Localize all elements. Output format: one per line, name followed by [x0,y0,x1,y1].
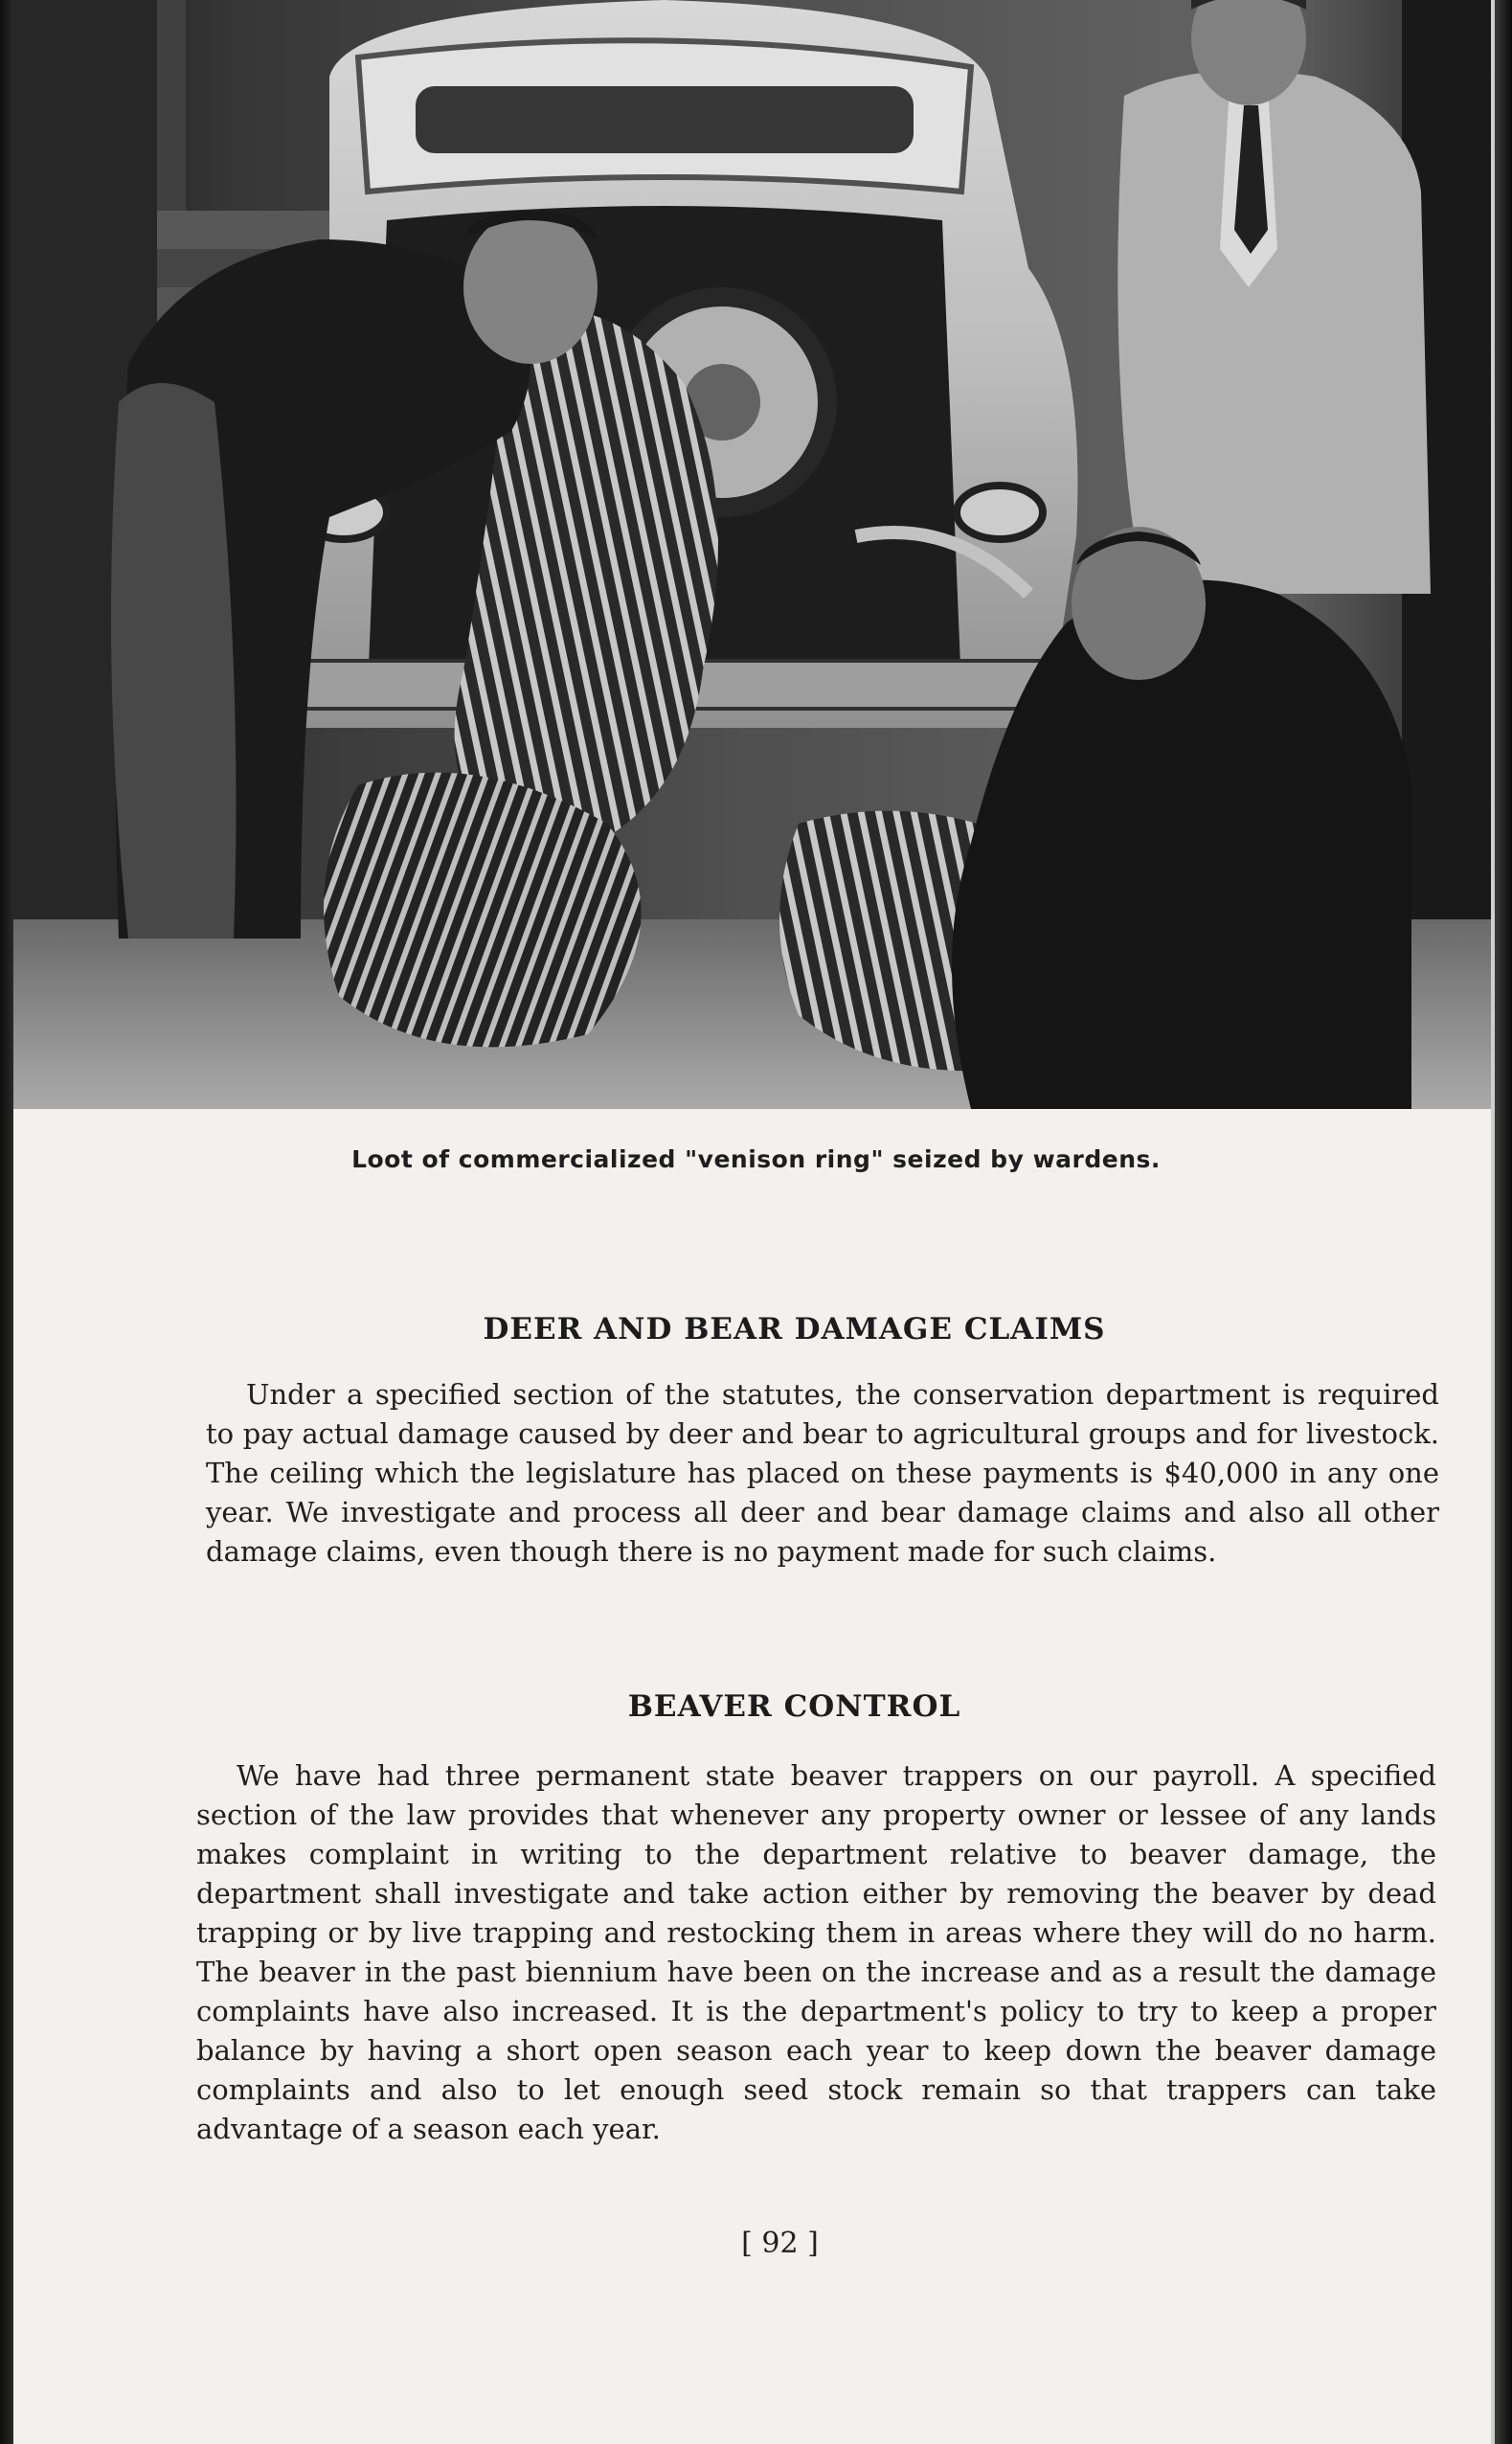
section-body-beaver: We have had three permanent state beaver trappers on our payroll. A specified section of the law provides that whenever any property owner or lessee of any lands makes complaint in writing to the department relative to beaver damage, the department shall investigate and take action either by removing the beaver by dead trapping or by live trapping and restocking them in areas where they will do no harm. The beaver in the past biennium have been on the increase and as a result the damage complaints have also increased. It is the department's policy to try to keep a proper balance by having a short open season each year to keep down the beaver damage complaints and also to let enough seed stock remain so that trappers can take advantage of a season each year. [196,1759,1436,2145]
section-body-deer-bear: Under a specified section of the statutes, the conservation department is required to pay actual damage caused by deer and bear to agricultural groups and for livestock. The ceiling which the legislature has placed on these payments is $40,000 in any one year. We investigate and process all deer and bear damage claims and also all other damage claims, even though there is no payment made for such claims. [206,1378,1439,1568]
scan-edge-right [1495,0,1512,2444]
photograph [13,0,1491,1109]
page-number: [ 92 ] [741,2227,819,2260]
photo-caption: Loot of commercialized "venison ring" seized by wardens. [351,1145,1161,1173]
scan-edge-left [0,0,13,2444]
section-heading-deer-bear: DEER AND BEAR DAMAGE CLAIMS [483,1312,1106,1346]
section-heading-beaver: BEAVER CONTROL [627,1689,961,1724]
